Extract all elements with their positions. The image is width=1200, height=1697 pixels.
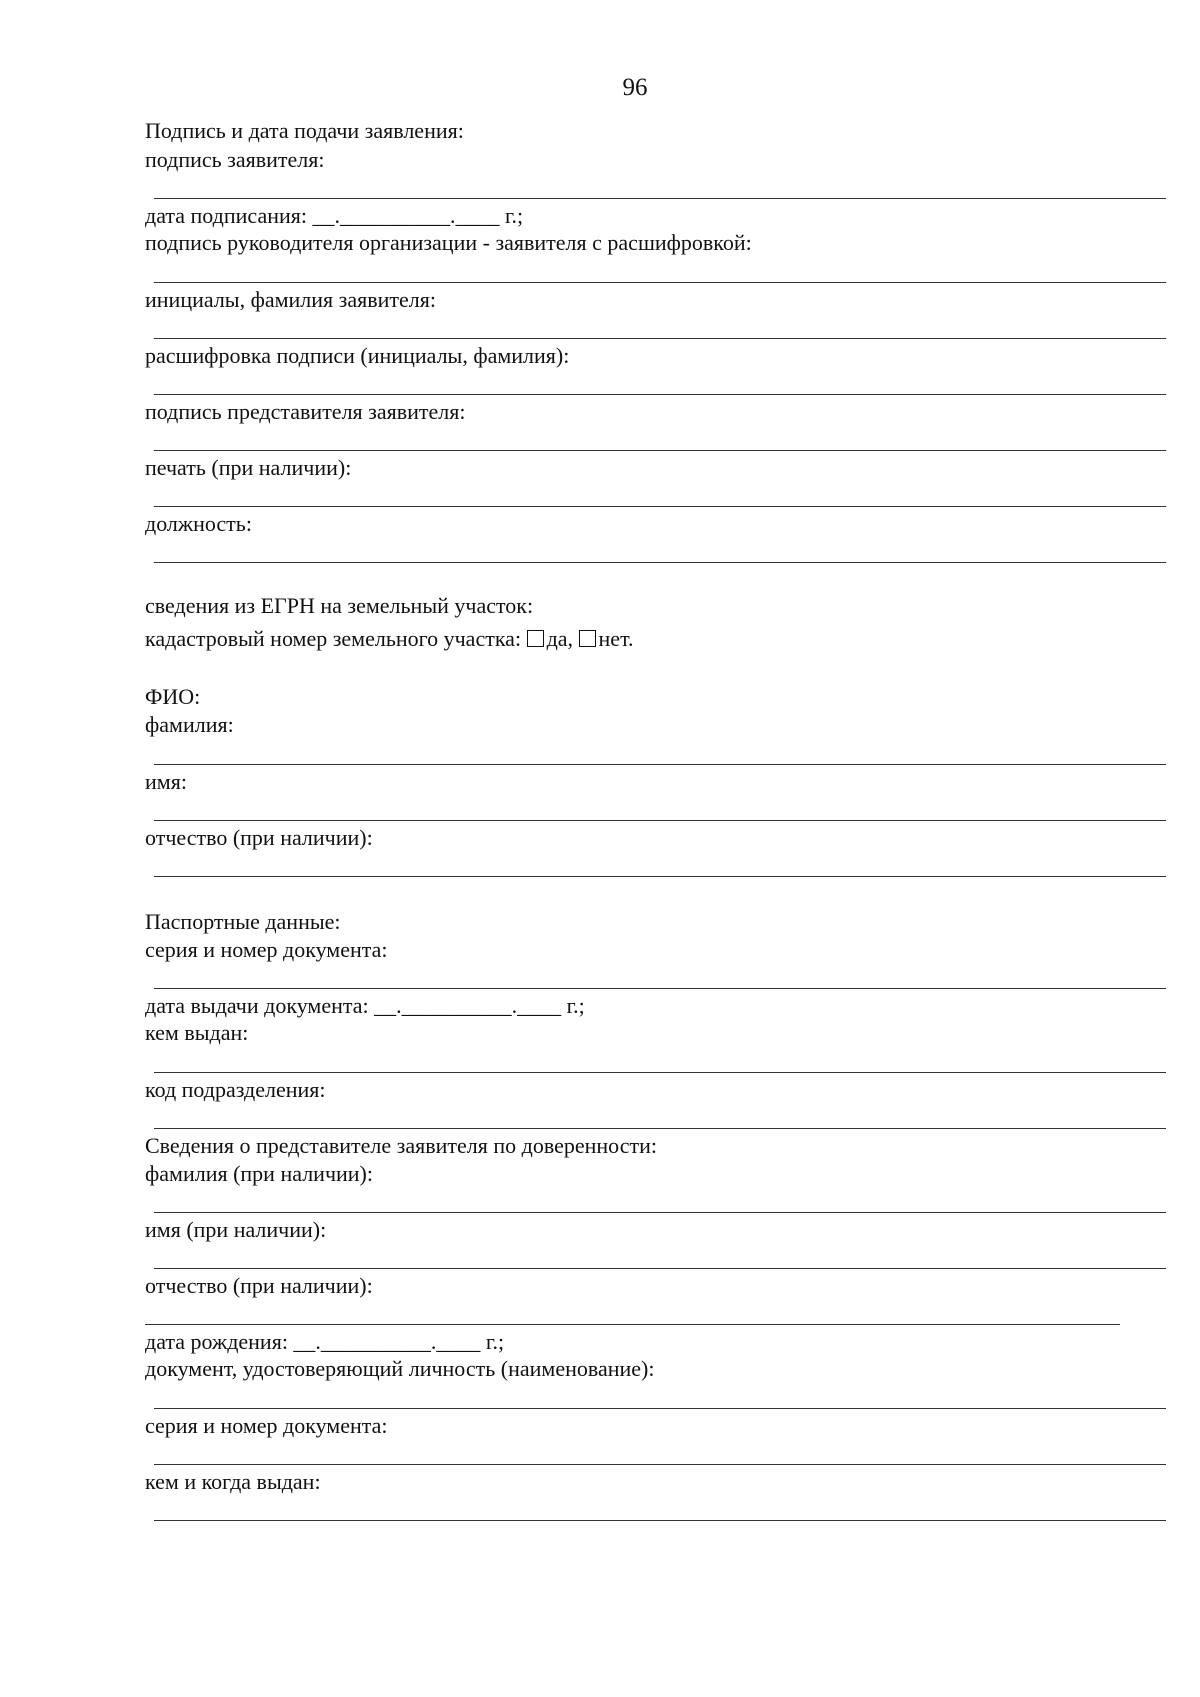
representative-surname-label: фамилия (при наличии): [145, 1161, 373, 1186]
yes-option-label: да, [546, 626, 574, 651]
representative-surname-line[interactable] [154, 1212, 1166, 1213]
yes-checkbox[interactable] [527, 630, 544, 647]
applicant-signature-line[interactable] [154, 198, 1166, 199]
representative-series-number-line[interactable] [154, 1464, 1166, 1465]
name-label: имя: [145, 769, 187, 794]
cadastral-number-row [145, 626, 634, 652]
issue-date-label: дата выдачи документа: __.__________.____ г.; [145, 993, 585, 1018]
signature-decoding-label: расшифровка подписи (инициалы, фамилия): [145, 343, 570, 368]
issued-by-label: кем выдан: [145, 1020, 249, 1045]
fio-section-heading: ФИО: [145, 684, 201, 709]
signature-decoding-line[interactable] [154, 394, 1166, 395]
no-checkbox[interactable] [579, 630, 596, 647]
representative-signature-label: подпись представителя заявителя: [145, 399, 466, 424]
patronymic-line[interactable] [154, 876, 1166, 877]
representative-patronymic-label: отчество (при наличии): [145, 1273, 373, 1298]
issued-when-by-line[interactable] [154, 1520, 1166, 1521]
cadastral-number-label: кадастровый номер земельного участка: [145, 626, 522, 651]
identity-document-label: документ, удостоверяющий личность (наименование): [145, 1356, 655, 1381]
representative-name-label: имя (при наличии): [145, 1217, 327, 1242]
passport-series-number-line[interactable] [154, 988, 1166, 989]
representative-section-heading: Сведения о представителе заявителя по доверенности: [145, 1133, 657, 1158]
representative-patronymic-line[interactable] [145, 1324, 1120, 1325]
representative-name-line[interactable] [154, 1268, 1166, 1269]
birth-date-label: дата рождения: __.__________.____ г.; [145, 1329, 505, 1354]
representative-series-number-label: серия и номер документа: [145, 1413, 388, 1438]
issued-by-line[interactable] [154, 1072, 1166, 1073]
head-signature-line[interactable] [154, 282, 1166, 283]
seal-label: печать (при наличии): [145, 455, 352, 480]
page-number: 96 [622, 74, 648, 101]
position-line[interactable] [154, 562, 1166, 563]
division-code-line[interactable] [154, 1128, 1166, 1129]
identity-document-line[interactable] [154, 1408, 1166, 1409]
seal-line[interactable] [154, 506, 1166, 507]
head-signature-label: подпись руководителя организации - заявителя с расшифровкой: [145, 230, 752, 255]
surname-line[interactable] [154, 764, 1166, 765]
signing-date-label: дата подписания: __.__________.____ г.; [145, 203, 524, 228]
name-line[interactable] [154, 820, 1166, 821]
passport-series-number-label: серия и номер документа: [145, 937, 388, 962]
egrn-section-heading: сведения из ЕГРН на земельный участок: [145, 593, 534, 618]
no-option-label: нет. [598, 626, 634, 651]
surname-label: фамилия: [145, 712, 234, 737]
representative-signature-line[interactable] [154, 450, 1166, 451]
issued-when-by-label: кем и когда выдан: [145, 1469, 321, 1494]
passport-section-heading: Паспортные данные: [145, 909, 341, 934]
initials-surname-line[interactable] [154, 338, 1166, 339]
signature-section-heading: Подпись и дата подачи заявления: [145, 118, 464, 143]
initials-surname-label: инициалы, фамилия заявителя: [145, 287, 436, 312]
applicant-signature-label: подпись заявителя: [145, 147, 325, 172]
patronymic-label: отчество (при наличии): [145, 825, 373, 850]
division-code-label: код подразделения: [145, 1077, 326, 1102]
position-label: должность: [145, 511, 252, 536]
